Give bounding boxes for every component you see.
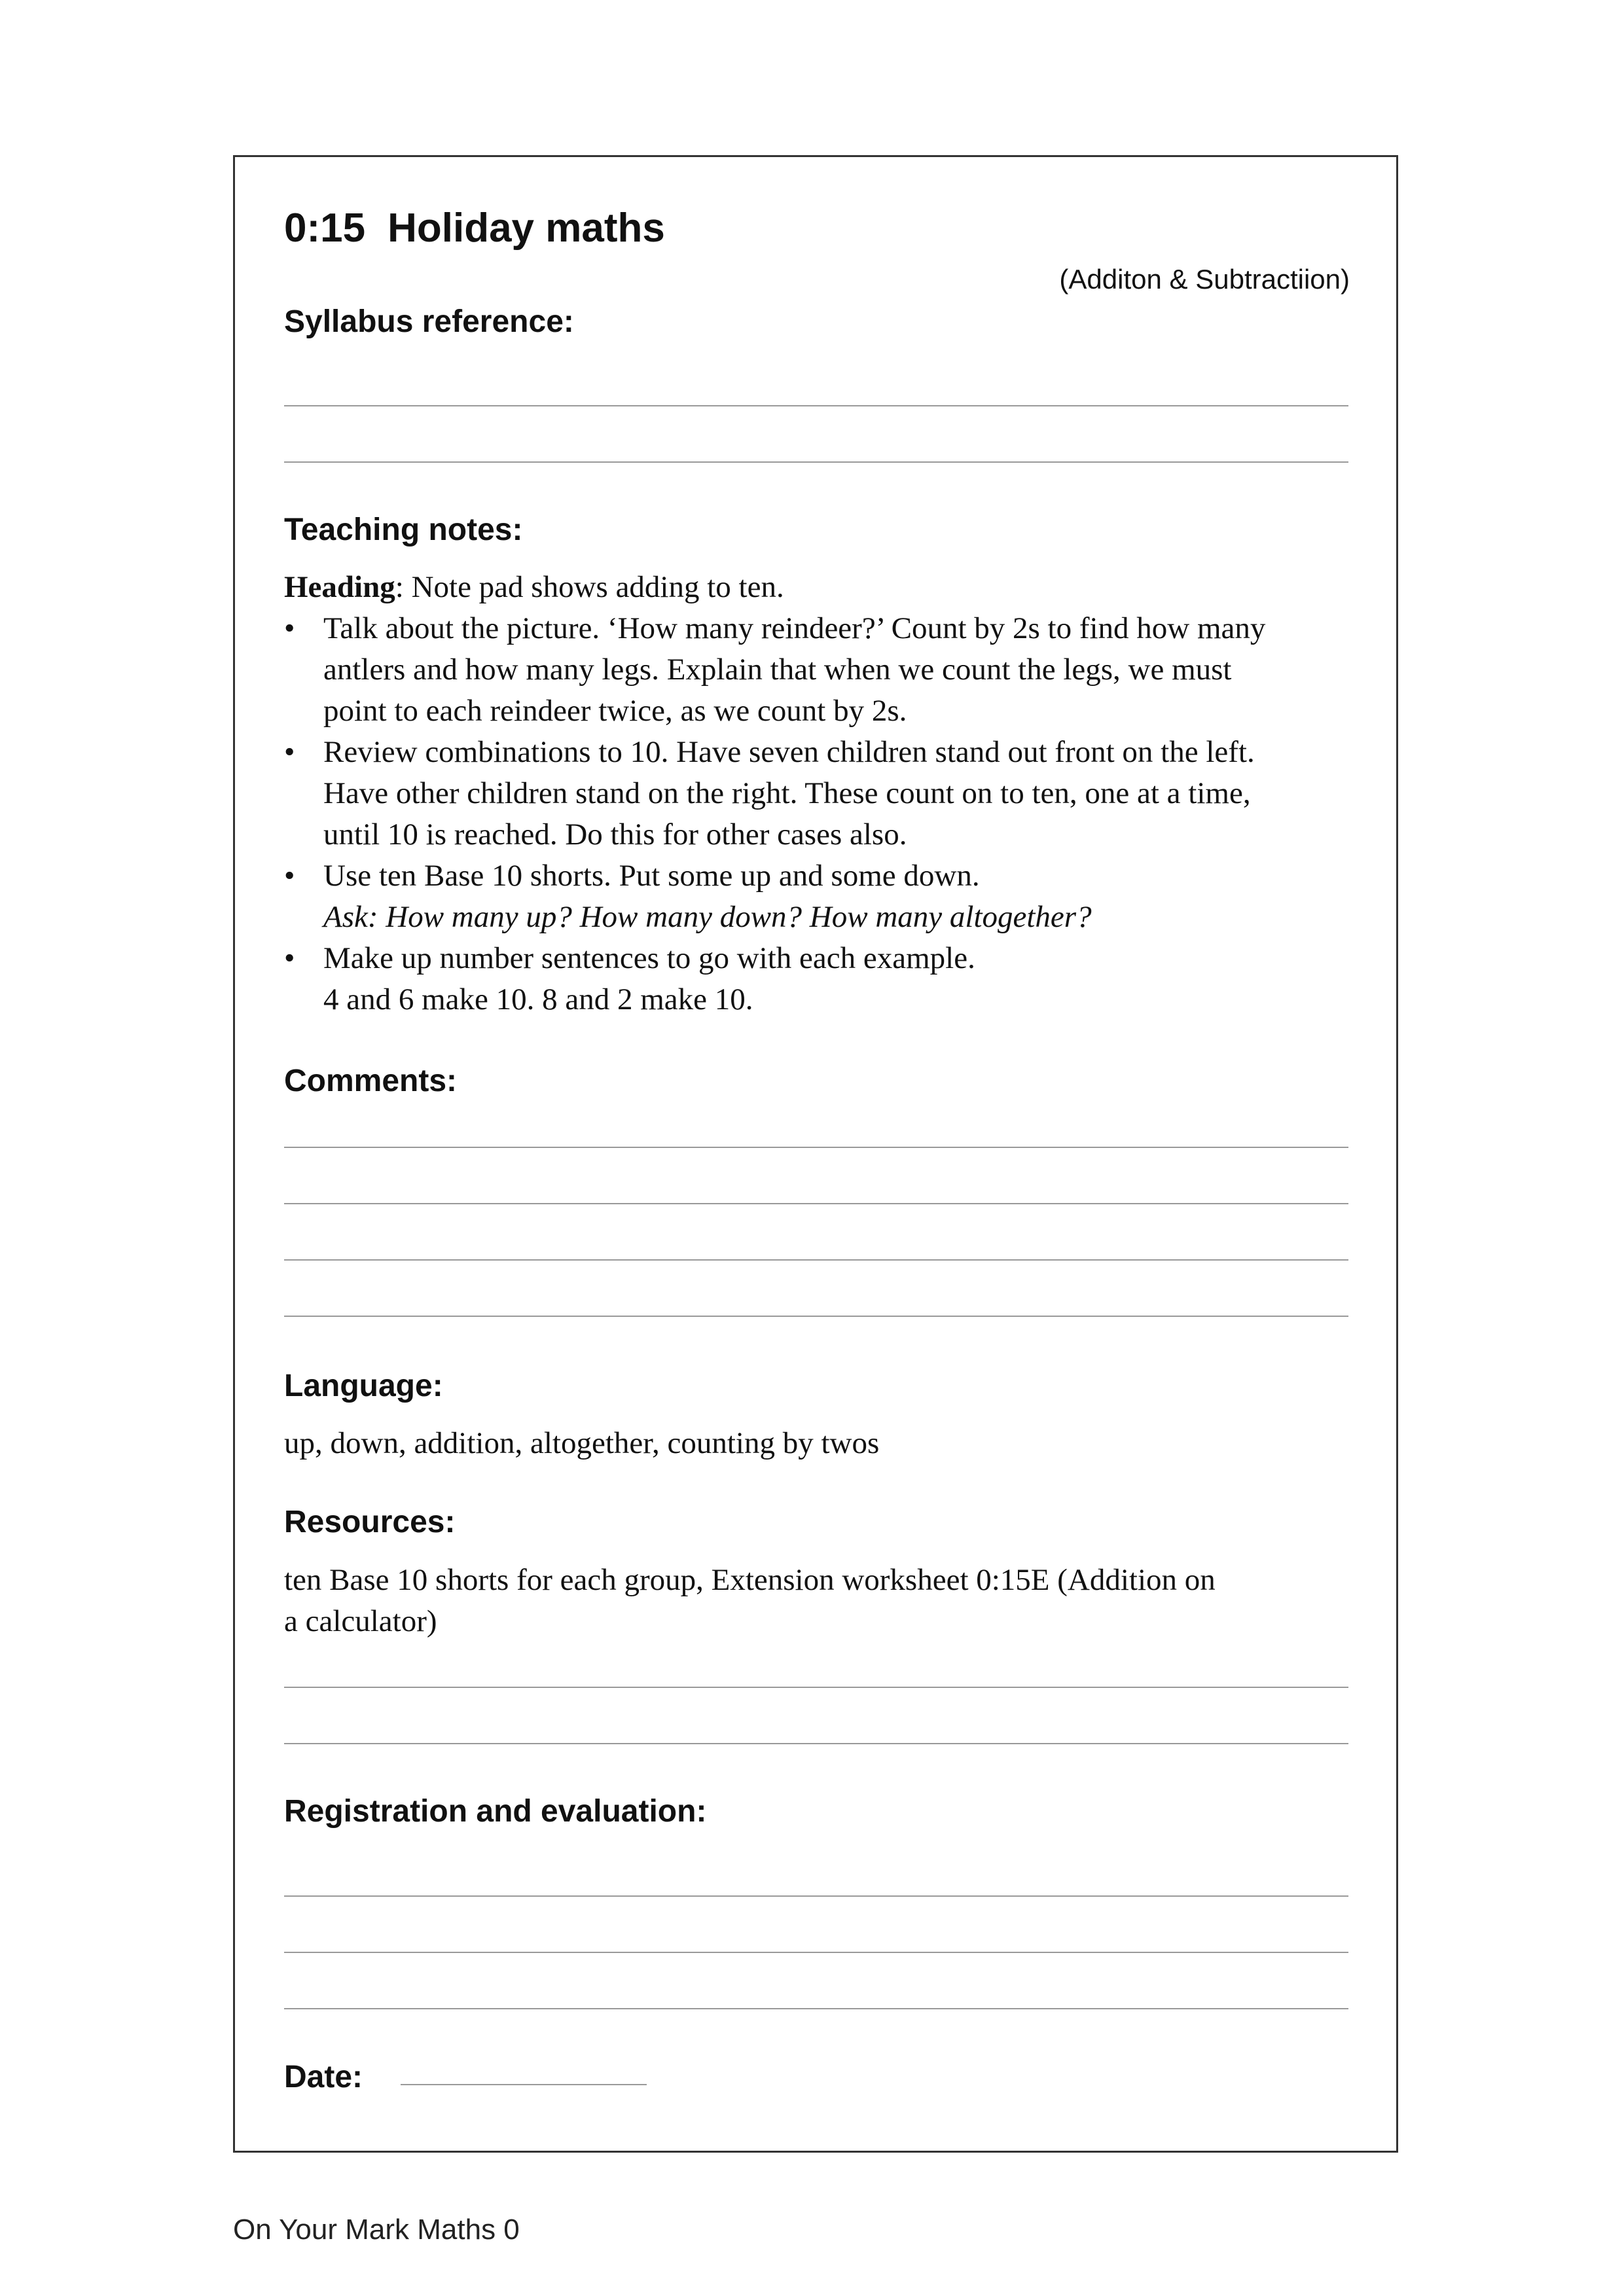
page-title	[284, 208, 665, 249]
resources-label: Resources:	[284, 1505, 456, 1539]
registration-line	[284, 2008, 1348, 2009]
notes-bullet	[284, 855, 1348, 938]
resources-text	[284, 1560, 1348, 1642]
bullet-dot: •	[284, 941, 295, 975]
language-label: Language:	[284, 1369, 443, 1403]
notes-bullet	[284, 938, 1348, 1020]
registration-line	[284, 1952, 1348, 1953]
resources-line-rule	[284, 1743, 1348, 1744]
bullet-line: Review combinations to 10. Have seven children stand out front on the left.	[323, 735, 1255, 769]
teaching-notes-label: Teaching notes:	[284, 512, 523, 547]
bullet-dot: •	[284, 859, 295, 893]
date-label: Date:	[284, 2060, 363, 2094]
lesson-subtitle: (Additon & Subtractiion)	[1059, 264, 1350, 295]
bullet-dot: •	[284, 735, 295, 769]
comments-line	[284, 1316, 1348, 1317]
bullet-line: 4 and 6 make 10. 8 and 2 make 10.	[323, 982, 753, 1016]
bullet-line: Use ten Base 10 shorts. Put some up and some down.	[323, 859, 980, 893]
syllabus-label: Syllabus reference:	[284, 304, 574, 339]
teaching-notes	[284, 567, 1348, 1020]
language-text: up, down, addition, altogether, counting by twos	[284, 1426, 880, 1460]
notes-heading-text: : Note pad shows adding to ten.	[395, 570, 784, 604]
date-line	[401, 2084, 647, 2085]
comments-label: Comments:	[284, 1064, 458, 1098]
lesson-number: 0:15	[284, 206, 366, 251]
bullet-line: Talk about the picture. ‘How many reindeer?’ Count by 2s to find how many	[323, 611, 1266, 645]
registration-line	[284, 1895, 1348, 1897]
comments-line	[284, 1259, 1348, 1261]
bullet-line: until 10 is reached. Do this for other cases also.	[323, 817, 907, 852]
bullet-line-italic: Ask: How many up? How many down? How many altogether?	[323, 900, 1092, 934]
notes-bullet	[284, 608, 1348, 732]
resources-line: ten Base 10 shorts for each group, Extension worksheet 0:15E (Addition on	[284, 1563, 1216, 1597]
registration-label: Registration and evaluation:	[284, 1794, 707, 1829]
notes-bullet	[284, 732, 1348, 855]
syllabus-line	[284, 405, 1348, 406]
bullet-dot: •	[284, 611, 295, 645]
resources-line: a calculator)	[284, 1604, 437, 1638]
bullet-line: Make up number sentences to go with each example.	[323, 941, 975, 975]
page-footer: On Your Mark Maths 0	[233, 2214, 520, 2246]
comments-line	[284, 1203, 1348, 1204]
comments-line	[284, 1147, 1348, 1148]
syllabus-line	[284, 461, 1348, 463]
notes-heading	[284, 567, 1348, 608]
bullet-line: antlers and how many legs. Explain that when we count the legs, we must	[323, 653, 1232, 687]
lesson-title: Holiday maths	[388, 206, 665, 251]
page-frame	[233, 155, 1398, 2153]
resources-line-rule	[284, 1687, 1348, 1688]
bullet-line: Have other children stand on the right. These count on to ten, one at a time,	[323, 776, 1251, 810]
bullet-line: point to each reindeer twice, as we count by 2s.	[323, 694, 907, 728]
notes-heading-bold: Heading	[284, 570, 395, 604]
